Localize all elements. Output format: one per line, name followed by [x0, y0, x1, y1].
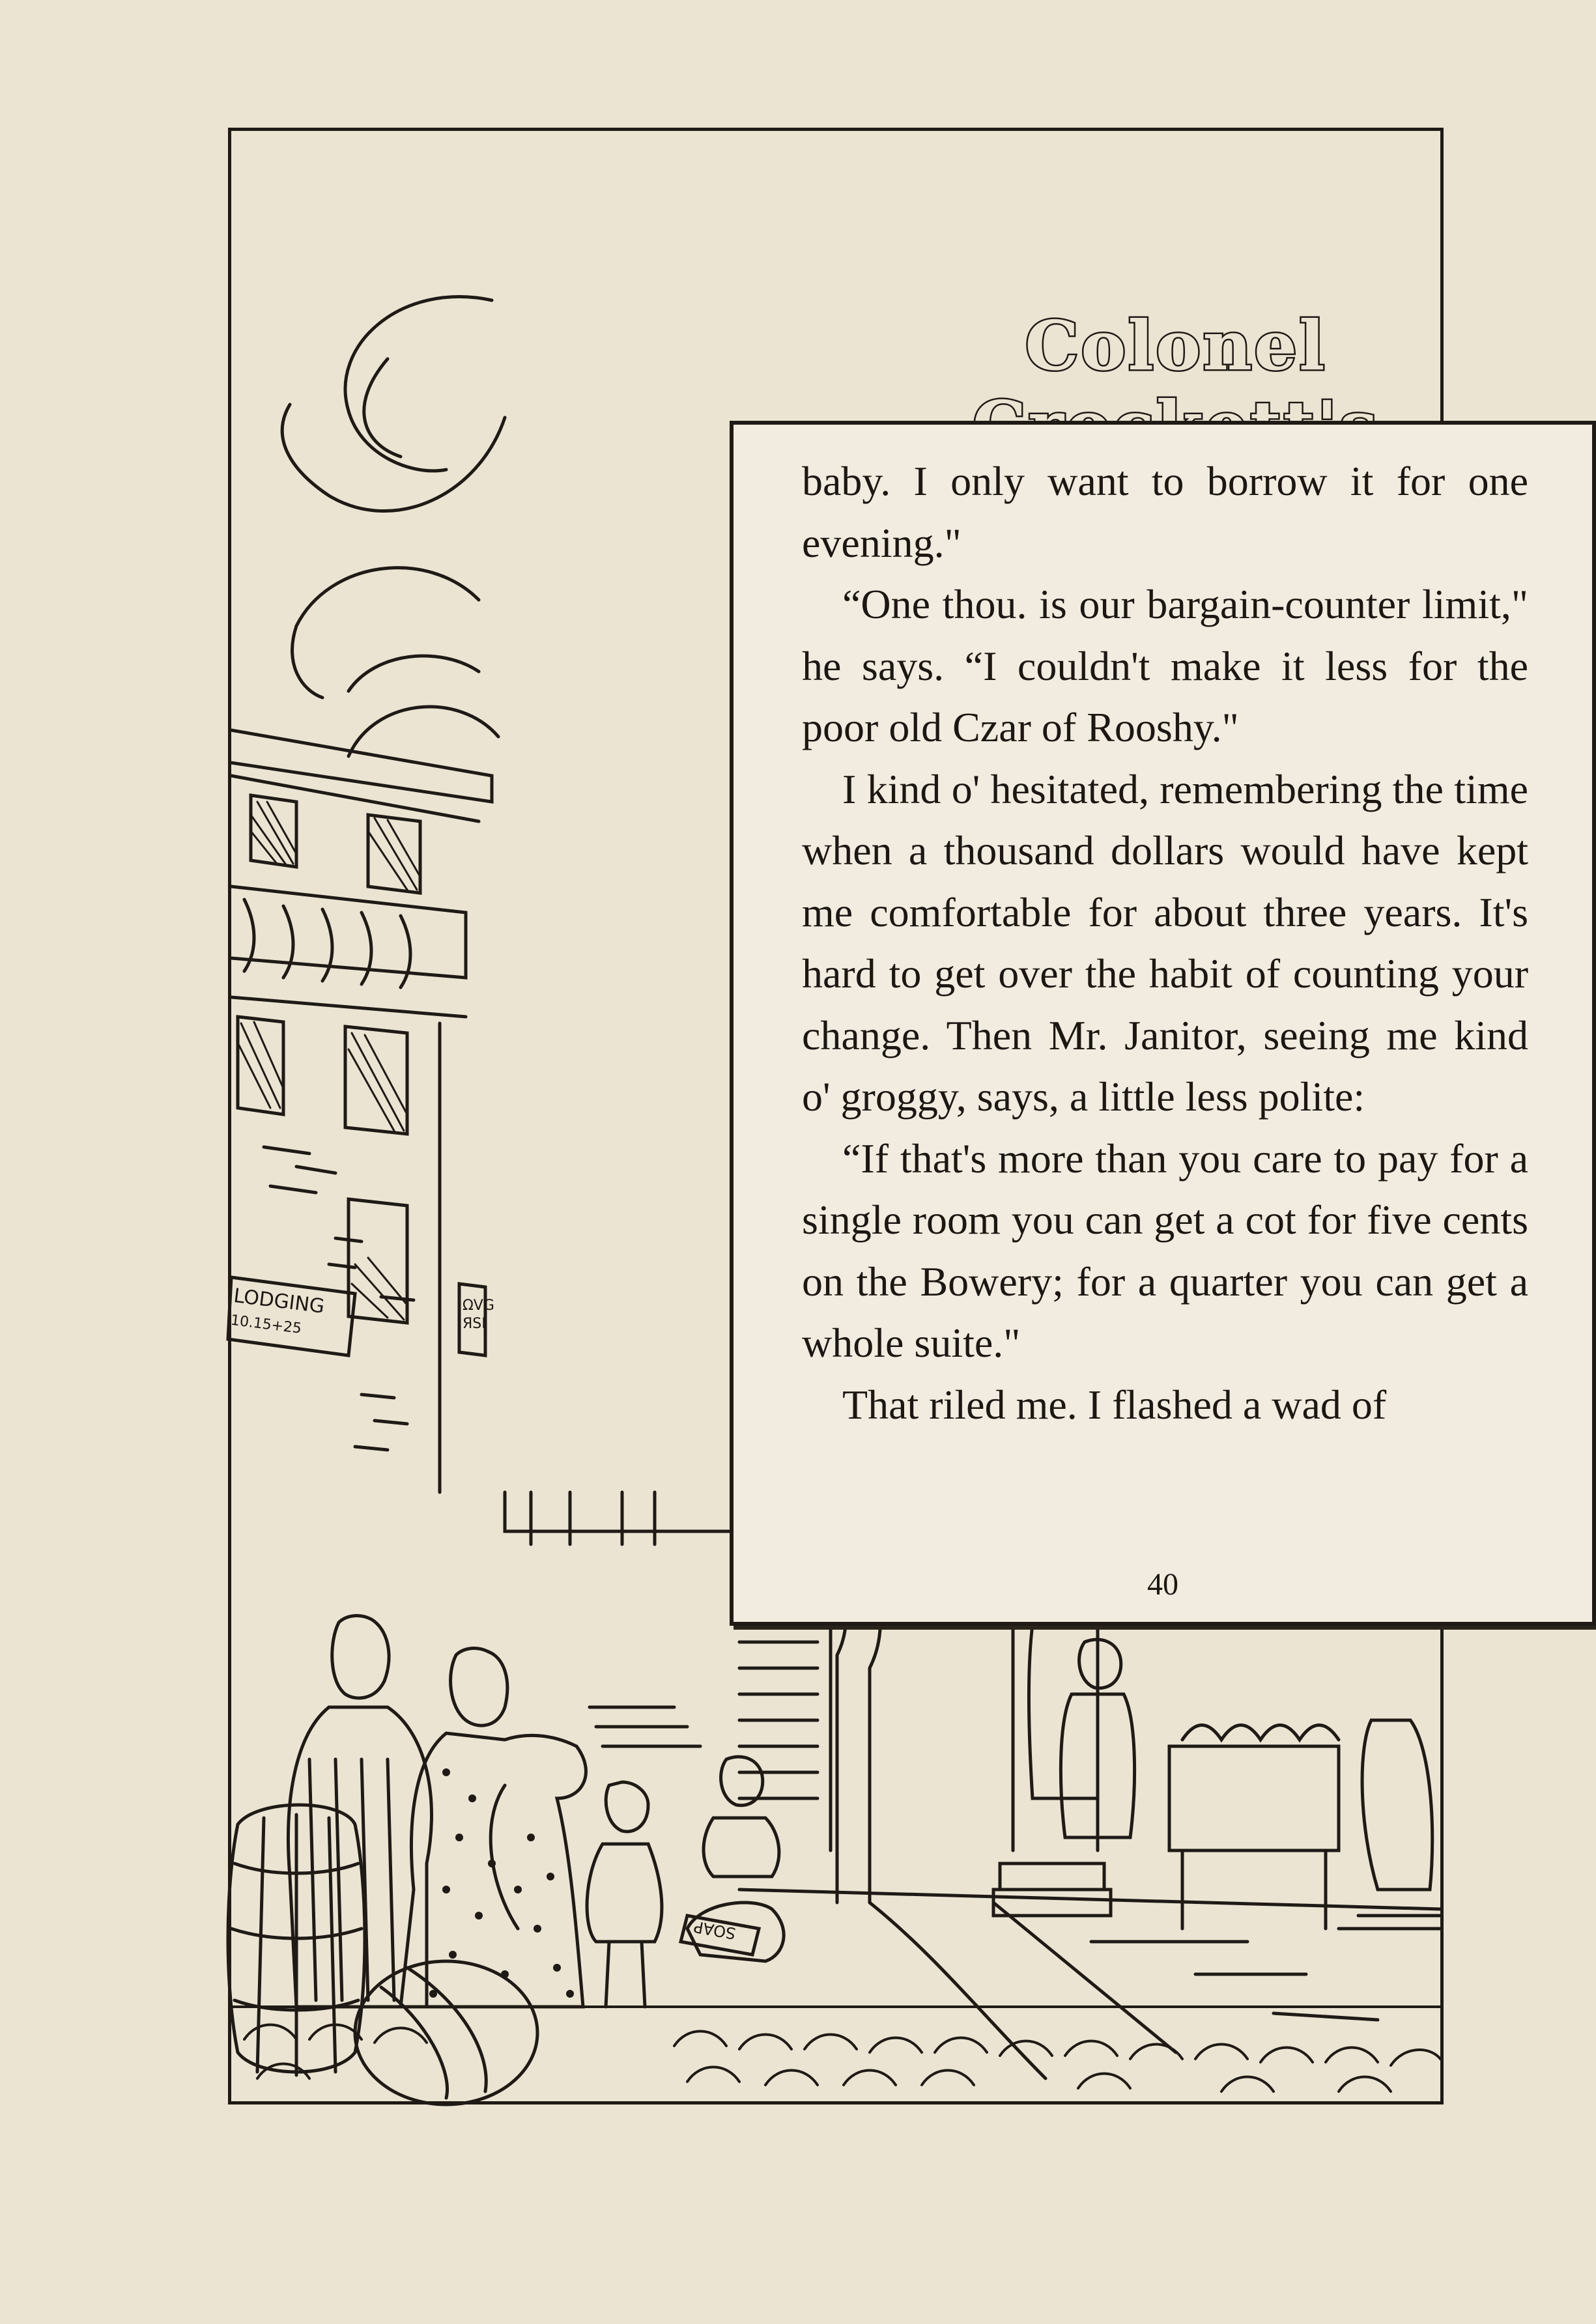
- running-head: Colonel: [1025, 305, 1327, 386]
- paragraph-1: baby. I only want to borrow it for one evening.": [802, 458, 1528, 566]
- body-text: [802, 451, 1528, 1436]
- dress-dots: [429, 1768, 574, 1998]
- cobblestones: [231, 2007, 1440, 2091]
- text-box: [730, 421, 1596, 1626]
- page-frame: [228, 128, 1528, 2104]
- left-partial-sign-line-1: ΩVG: [463, 1297, 494, 1314]
- paragraph-2: “One thou. is our bargain-counter limit," he says. “I couldn't make it less for the poor old Czar of Rooshy.": [802, 581, 1528, 750]
- paragraph-3: I kind o' hesitated, remembering the time when a thousand dollars would have kept me comfortable for about three years. It's hard to get over the habit of counting your change. Then Mr. Janitor, seeing me kind o' groggy, says, a little less polite:: [802, 765, 1528, 1120]
- page-number: 40: [1147, 1567, 1178, 1602]
- lodging-sign-title: LODGING: [232, 1284, 326, 1318]
- sidewalk: [739, 1890, 1440, 2078]
- paragraph-4: “If that's more than you care to pay for a single room you can get a cot for five cents on the Bowery; for a quarter you can get a whole suite.": [802, 1135, 1528, 1366]
- smoke-clouds-left: [282, 297, 505, 756]
- soap-box-label: SOAP: [692, 1917, 737, 1943]
- left-partial-sign: [463, 1297, 494, 1333]
- paragraph-5: That riled me. I flashed a wad of: [842, 1381, 1387, 1428]
- left-building: [231, 730, 492, 1492]
- lodging-sign-prices: 10.15+25: [229, 1312, 303, 1337]
- left-partial-sign-line-2: ЯSI: [463, 1316, 486, 1332]
